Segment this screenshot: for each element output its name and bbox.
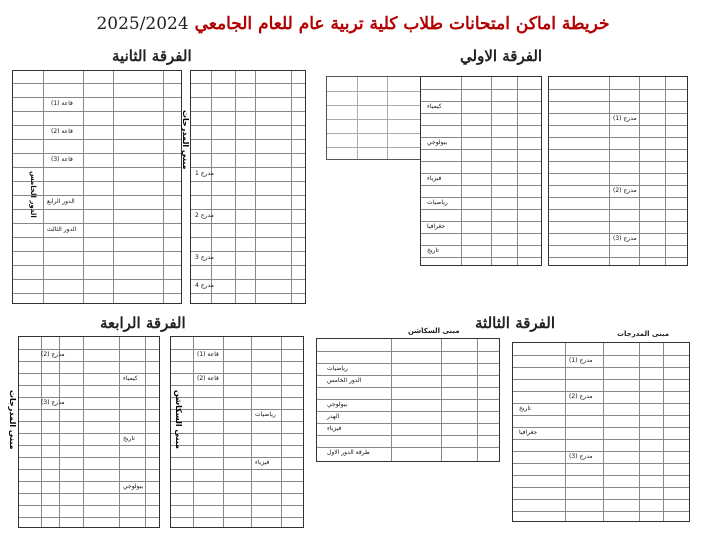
label-third-corridor: طرقة الدور الاول bbox=[327, 449, 370, 456]
label-first-h3: مدرج (3) bbox=[613, 235, 637, 242]
fourth-side-label-b: مبنى السكاشن bbox=[174, 390, 183, 449]
label-maths: رياضيات bbox=[427, 199, 448, 206]
label-fourth-chemistry: كيمياء bbox=[123, 375, 138, 382]
label-third-floor: الدور الثالث bbox=[47, 226, 77, 233]
label-fourth-maths: رياضيات bbox=[255, 411, 276, 418]
fourth-year-table-b bbox=[170, 336, 304, 528]
label-third-history: تاريخ bbox=[519, 405, 531, 412]
label-biology: بيولوجي bbox=[427, 139, 448, 146]
label-hall-1: قاعة (1) bbox=[51, 100, 73, 107]
third-year-table-b bbox=[512, 342, 690, 522]
second-year-table-b bbox=[190, 70, 306, 304]
label-chemistry: كيمياء bbox=[427, 103, 442, 110]
label-hall-2: قاعة (2) bbox=[51, 128, 73, 135]
label-third-bio: بيولوجي bbox=[327, 401, 348, 408]
label-physics: فيزياء bbox=[427, 175, 442, 182]
label-third-h1: مدرج (1) bbox=[569, 357, 593, 364]
first-year-table-b bbox=[548, 76, 688, 266]
label-third-physics: فيزياء bbox=[327, 425, 342, 432]
label-fourth-h3: مدرج (3) bbox=[41, 399, 65, 406]
second-side-label: مبنى المدرجات bbox=[181, 110, 190, 170]
label-fourth-room2: قاعة (2) bbox=[197, 375, 219, 382]
subheading-third-sections: مبنى السكاشن bbox=[408, 327, 460, 335]
third-year-table-a bbox=[316, 338, 500, 462]
label-fourth-room1: قاعة (1) bbox=[197, 351, 219, 358]
label-hall-m1: مدرج 1 bbox=[195, 170, 214, 177]
page-title bbox=[0, 14, 706, 34]
label-geography: جغرافيا bbox=[427, 223, 446, 230]
label-fourth-h2: مدرج (2) bbox=[41, 351, 65, 358]
first-year-small-table bbox=[326, 76, 424, 160]
label-fourth-physics: فيزياء bbox=[255, 459, 270, 466]
title-year: 2025/2024 bbox=[96, 14, 189, 34]
label-fourth-biology: بيولوجي bbox=[123, 483, 144, 490]
fourth-year-table-a bbox=[18, 336, 160, 528]
label-first-h1: مدرج (1) bbox=[613, 115, 637, 122]
label-first-h2: مدرج (2) bbox=[613, 187, 637, 194]
heading-fourth-year: الفرقة الرابعة bbox=[100, 314, 186, 332]
heading-second-year: الفرقة الثانية bbox=[112, 47, 192, 65]
label-hall-3: قاعة (3) bbox=[51, 156, 73, 163]
label-fourth-floor: الدور الرابع bbox=[47, 198, 75, 205]
label-hall-m3: مدرج 3 bbox=[195, 254, 214, 261]
label-hall-m4: مدرج 4 bbox=[195, 282, 214, 289]
label-third-fifth: الدور الخامس bbox=[327, 377, 362, 384]
label-fourth-history: تاريخ bbox=[123, 435, 135, 442]
first-year-table-a bbox=[420, 76, 542, 266]
subheading-third-halls: مبنى المدرجات bbox=[617, 330, 670, 338]
label-third-h2: مدرج (2) bbox=[569, 393, 593, 400]
second-year-table bbox=[12, 70, 182, 304]
label-third-h3: مدرج (3) bbox=[569, 453, 593, 460]
label-history: تاريخ bbox=[427, 247, 439, 254]
label-hall-m2: مدرج 2 bbox=[195, 212, 214, 219]
heading-first-year: الفرقة الاولي bbox=[460, 47, 543, 65]
label-third-hadar: الهدر bbox=[327, 413, 340, 420]
label-third-geo: جغرافيا bbox=[519, 429, 538, 436]
label-fifth-floor: الدور الخامس bbox=[29, 171, 37, 218]
fourth-side-label-a: مبنى المدرجات bbox=[8, 390, 17, 450]
label-third-maths: رياضيات bbox=[327, 365, 348, 372]
heading-third-year: الفرقة الثالثة bbox=[475, 314, 556, 332]
title-text: خريطة اماكن امتحانات طلاب كلية تربية عام للعام الجامعي bbox=[194, 14, 610, 34]
